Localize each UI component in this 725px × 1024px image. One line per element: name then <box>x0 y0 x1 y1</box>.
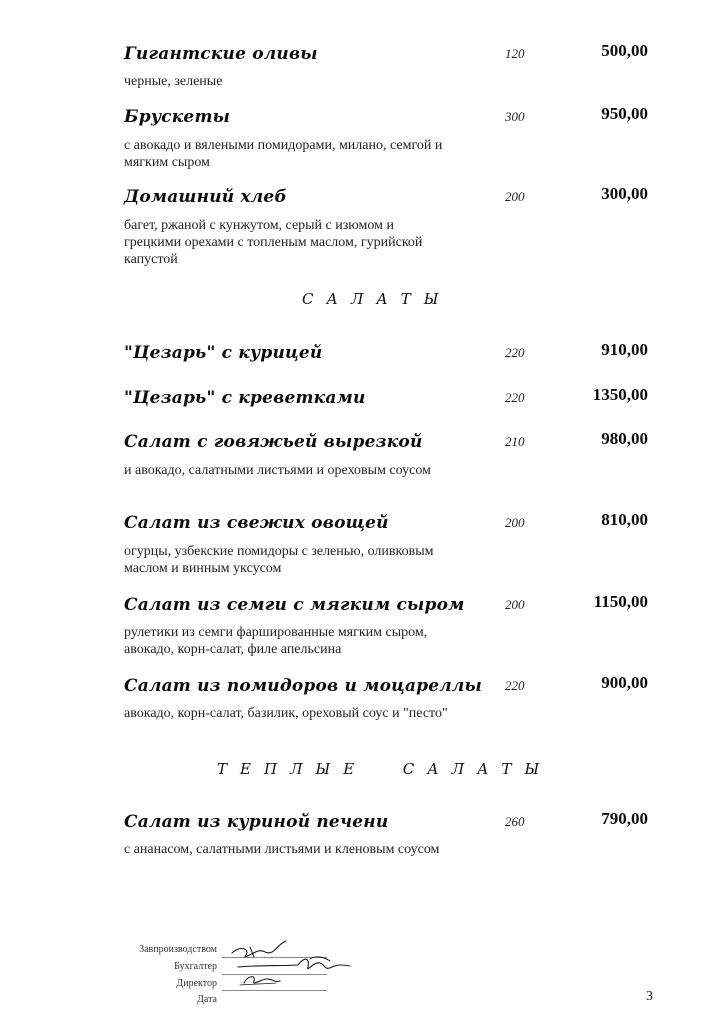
item-price: 910,00 <box>601 340 648 359</box>
item-weight: 260 <box>505 814 525 829</box>
item-price: 790,00 <box>601 809 648 828</box>
item-description: черные, зеленые <box>124 74 223 89</box>
item-weight: 120 <box>505 46 525 61</box>
item-description: с ананасом, салатными листьями и кленовым соусом <box>124 842 440 857</box>
item-weight: 220 <box>505 390 525 405</box>
item-weight: 200 <box>505 515 525 530</box>
item-weight: 220 <box>505 345 525 360</box>
item-name: "Цезарь" с креветками <box>124 388 366 408</box>
page-number: 3 <box>646 989 653 1004</box>
item-price: 1150,00 <box>593 592 648 611</box>
item-price: 950,00 <box>601 104 648 123</box>
item-name: Салат из помидоров и моцареллы <box>124 676 483 696</box>
signature-label-director: Директор <box>176 978 217 989</box>
item-name: Салат с говяжьей вырезкой <box>124 432 423 452</box>
item-price: 1350,00 <box>592 385 648 404</box>
item-description: багет, ржаной с кунжутом, серый с изюмом и грецкими орехами с топленым маслом, гурийской капустой <box>124 218 423 267</box>
item-description: огурцы, узбекские помидоры с зеленью, оливковым маслом и винным уксусом <box>124 544 434 576</box>
section-title-warm-salads: ТЕПЛЫЕ САЛАТЫ <box>217 760 553 778</box>
item-weight: 300 <box>505 109 525 124</box>
item-description: авокадо, корн-салат, базилик, ореховый соус и "песто" <box>124 706 448 721</box>
signature-label-accountant: Бухгалтер <box>174 961 217 972</box>
item-name: Салат из свежих овощей <box>124 513 389 533</box>
item-name: Гигантские оливы <box>124 44 318 64</box>
item-name: Брускеты <box>124 107 231 127</box>
item-description: с авокадо и вялеными помидорами, милано, семгой и мягким сыром <box>124 138 443 170</box>
item-weight: 220 <box>505 678 525 693</box>
signature-label-date: Дата <box>197 994 217 1005</box>
item-weight: 210 <box>505 434 525 449</box>
item-name: "Цезарь" с курицей <box>124 343 323 363</box>
item-description: и авокадо, салатными листьями и ореховым соусом <box>124 463 431 478</box>
item-price: 300,00 <box>601 184 648 203</box>
item-description: рулетики из семги фаршированные мягким сыром, авокадо, корн-салат, филе апельсина <box>124 625 428 657</box>
item-name: Салат из куриной печени <box>124 812 389 832</box>
item-price: 500,00 <box>601 41 648 60</box>
handwritten-signatures <box>220 935 360 995</box>
item-price: 810,00 <box>601 510 648 529</box>
section-title-salads: САЛАТЫ <box>302 290 452 308</box>
item-price: 900,00 <box>601 673 648 692</box>
item-price: 980,00 <box>601 429 648 448</box>
item-name: Домашний хлеб <box>124 187 287 207</box>
signature-label-production-head: Завпроизводством <box>139 944 217 955</box>
item-name: Салат из семги с мягким сыром <box>124 595 465 615</box>
item-weight: 200 <box>505 597 525 612</box>
item-weight: 200 <box>505 189 525 204</box>
